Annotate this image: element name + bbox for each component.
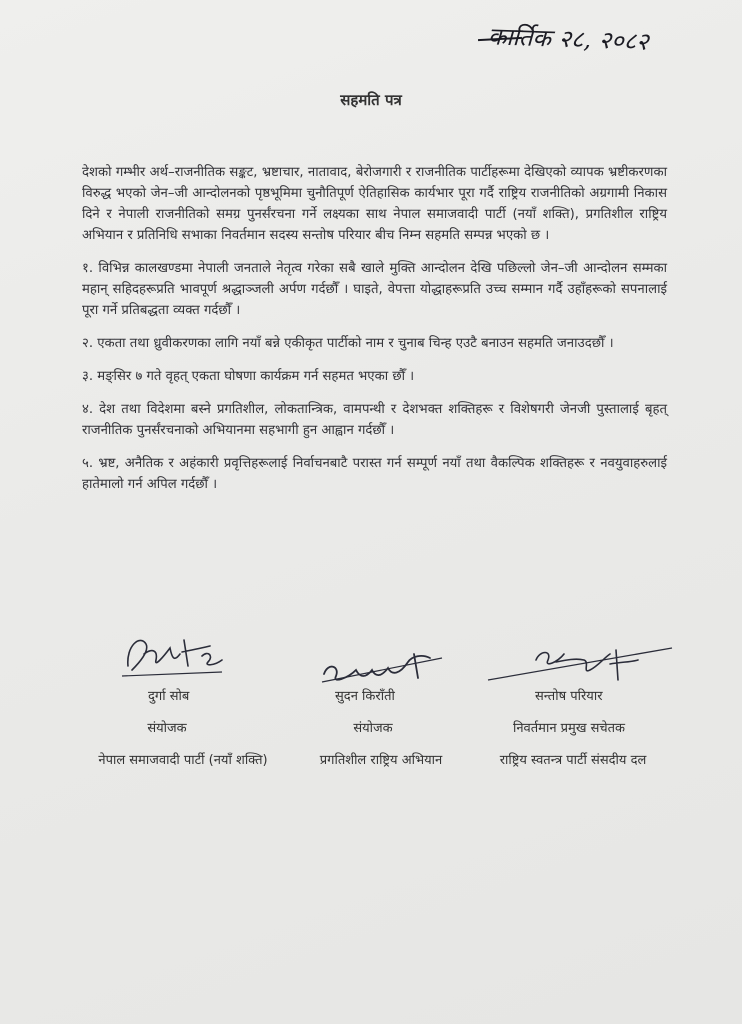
signatory-1-role: संयोजक — [147, 721, 187, 736]
agreement-point-2: २. एकता तथा ध्रुवीकरणका लागि नयाँ बन्ने एकीकृत पार्टीको नाम र चुनाब चिन्ह एउटै बनाउन सहमति जनाउदछौँ । — [82, 336, 614, 351]
agreement-point-5: ५. भ्रष्ट, अनैतिक र अहंकारी प्रवृत्तिहरूलाई निर्वाचनबाटै परास्त गर्न सम्पूर्ण नयाँ तथा वैकल्पिक शक्तिहरू र नवयुवाहरुलाई हातेमालो गर्न अपिल गर्दछौँ । — [82, 456, 667, 492]
signatory-3-role: निवर्तमान प्रमुख सचेतक — [512, 721, 626, 736]
document-title: सहमति पत्र — [340, 91, 402, 109]
signature-section — [0, 612, 742, 782]
signatory-2-role: संयोजक — [353, 721, 393, 736]
signatory-3-name: सन्तोष परियार — [535, 689, 603, 704]
signature-1-mark — [118, 626, 228, 686]
agreement-point-4: ४. देश तथा विदेशमा बस्ने प्रगतिशील, लोकतान्त्रिक, वामपन्थी र देशभक्त शक्तिहरू र विशेषगरी जेनजी पुस्तालाई बृहत् राजनीतिक पुनर्संरचनाको अभियानमा सहभागी हुन आह्वान गर्दछौँ । — [82, 402, 667, 438]
signatory-3-org: राष्ट्रिय स्वतन्त्र पार्टी संसदीय दल — [499, 753, 647, 768]
signatory-2-org: प्रगतिशील राष्ट्रिय अभियान — [319, 753, 443, 768]
document-body — [82, 162, 667, 507]
signatory-2-name: सुदन किराँती — [335, 689, 395, 704]
agreement-point-3: ३. मङ्सिर ७ गते वृहत् एकता घोषणा कार्यक्रम गर्न सहमत भएका छौँ । — [82, 369, 415, 384]
signatory-1-name: दुर्गा सोब — [148, 689, 190, 704]
handwritten-date: कार्तिक २८, २०८२ — [487, 22, 650, 56]
intro-paragraph: देशको गम्भीर अर्थ–राजनीतिक सङ्कट, भ्रष्टाचार, नातावाद, बेरोजगारी र राजनीतिक पार्टीहरूमा देखिएको व्यापक भ्रष्टीकरणका विरुद्ध भएको जेन–जी आन्दोलनको पृष्ठभूमिमा चुनौतिपूर्ण ऐतिहासिक कार्यभार पूरा गर्दै राष्ट्रिय राजनीतिको अग्रगामी निकास दिने र नेपाली राजनीतिको समग्र पुनर्संरचना गर्ने लक्ष्यका साथ नेपाल समाजवादी पार्टी (नयाँ शक्ति), प्रगतिशील राष्ट्रिय अभियान र प्रतिनिधि सभाका निवर्तमान सदस्य सन्तोष परियार बीच निम्न सहमति सम्पन्न भएको छ । — [82, 165, 667, 243]
signature-3-mark — [486, 640, 676, 690]
signatory-1-org: नेपाल समाजवादी पार्टी (नयाँ शक्ति) — [98, 753, 268, 768]
agreement-point-1: १. विभिन्न कालखण्डमा नेपाली जनताले नेतृत्व गरेका सबै खाले मुक्ति आन्दोलन देखि पछिल्लो जेन–जी आन्दोलन सम्मका महान् सहिदहरूप्रति भावपूर्ण श्रद्धाञ्जली अर्पण गर्दछौँ । घाइते, वेपत्ता योद्धाहरूप्रति उच्च सम्मान गर्दै उहाँहरूको सपनालाई पूरा गर्ने प्रतिबद्धता व्यक्त गर्दछौँ । — [82, 261, 667, 318]
